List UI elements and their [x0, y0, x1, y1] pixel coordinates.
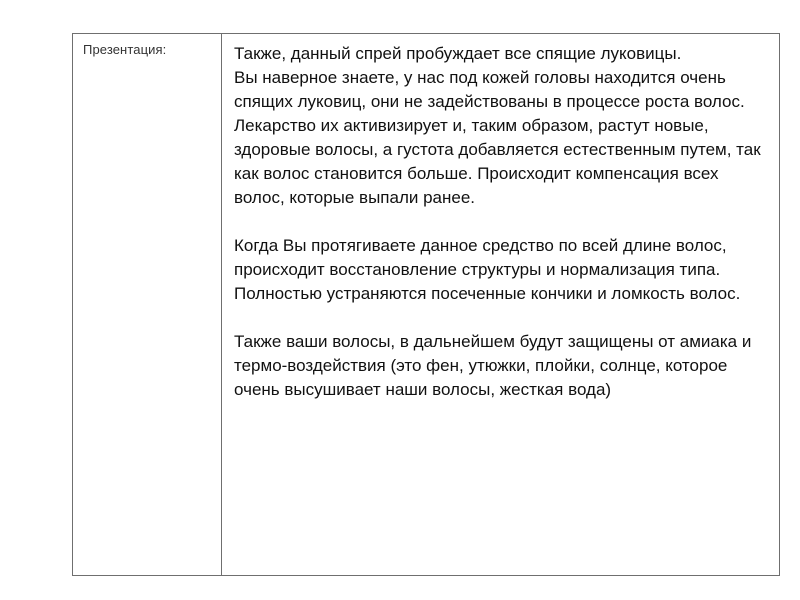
- content-cell: [234, 42, 769, 402]
- paragraph-dormant-follicles: Вы наверное знаете, у нас под кожей головы находится очень спящих луковиц, они не задействованы в процессе роста волос. Лекарство их активизирует и, таким образом, растут новые, здоровые волосы, а густота добавляется естественным путем, так как волос становится больше. Происходит компенсация всех волос, которые выпали ранее.: [234, 68, 761, 207]
- document-table: [72, 33, 780, 576]
- paragraph-spacer: [234, 210, 769, 234]
- paragraph-protection: Также ваши волосы, в дальнейшем будут защищены от амиака и термо-воздействия (это фен, утюжки, плойки, солнце, которое очень высушивает наши волосы, жесткая вода): [234, 332, 752, 399]
- paragraph-structure-restoration: Когда Вы протягиваете данное средство по всей длине волос, происходит восстановление структуры и нормализация типа. Полностью устраняются посеченные кончики и ломкость волос.: [234, 236, 741, 303]
- paragraph-spacer: [234, 306, 769, 330]
- paragraph-intro: Также, данный спрей пробуждает все спящие луковицы.: [234, 44, 682, 63]
- column-divider: [221, 34, 222, 575]
- row-label: Презентация:: [83, 42, 167, 57]
